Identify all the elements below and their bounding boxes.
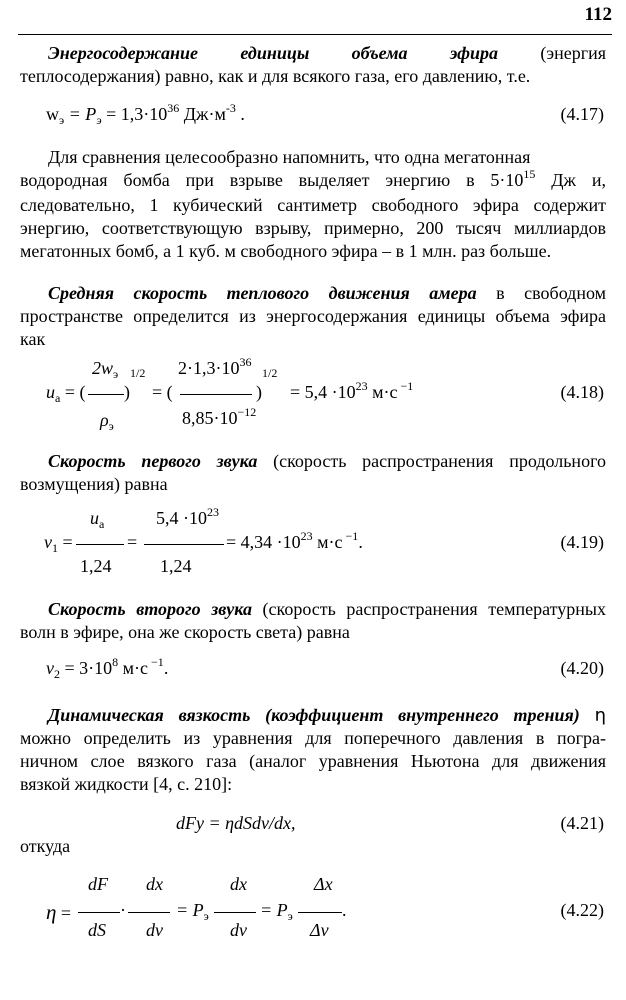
paragraph-viscosity: Динамическая вязкость (коэффициент внутреннего трения) η можно определить из уравнения для поперечного давления в погра- ничном слое вязкого газа (аналог уравнения Ньютона для движения вязкой жидкости [4, с. 210]: bbox=[20, 705, 607, 794]
equation-number-4-18: (4.18) bbox=[560, 382, 604, 402]
term-viscosity: Динамическая вязкость (коэффициент внутреннего трения) bbox=[48, 705, 580, 725]
equation-number-4-20: (4.20) bbox=[560, 658, 604, 678]
term-energy-content: Энергосодержание единицы объема эфира bbox=[48, 43, 499, 63]
paragraph-comparison: Для сравнения целесообразно напомнить, что одна мегатонная водородная бомба при взрыве выделяет энергию в $5\cdot 10^{15}$ Дж и, следовательно, 1 кубический сантиметр свободного эфира содержит энергию, соответствующую взрыву, примерно, 200 тысяч миллиардов мегатонных бомб, а 1 куб. м свободного эфира – в 1 млн. раз больше. bbox=[20, 147, 606, 261]
word-otkuda: откуда bbox=[20, 836, 71, 856]
equation-number-4-21: (4.21) bbox=[560, 813, 604, 833]
paragraph-first-sound: Скорость первого звука (скорость распространения продольного возмущения) равна bbox=[20, 451, 606, 494]
term-mean-speed: Средняя скорость теплового движения амера bbox=[48, 283, 477, 303]
equation-4-17: $w_э = P_э = 1,3\cdot 10^{36}$ $Дж\cdot м^{-3}$ . bbox=[46, 101, 245, 127]
equation-4-20: $v_2 = 3\cdot 10^8$ м·с $^{-1}$. bbox=[46, 655, 169, 681]
term-second-sound: Скорость второго звука bbox=[48, 599, 252, 619]
term-first-sound: Скорость первого звука bbox=[48, 451, 258, 471]
paragraph-second-sound: Скорость второго звука (скорость распространения температурных волн в эфире, она же скорость света) равна bbox=[20, 599, 606, 642]
equation-4-21: dFy = ηdSdv/dx, bbox=[176, 813, 296, 833]
equation-number-4-17: (4.17) bbox=[560, 104, 604, 124]
paragraph-mean-speed: Средняя скорость теплового движения амера в свободном пространстве определится из энергосодержания единицы объема эфира как bbox=[20, 283, 607, 349]
header-rule bbox=[18, 34, 612, 35]
paragraph-ether-energy: Энергосодержание единицы объема эфира (энергия теплосодержания) равно, как и для всякого газа, его давлению, т.е. bbox=[20, 43, 607, 86]
equation-number-4-19: (4.19) bbox=[560, 532, 604, 552]
equation-number-4-22: (4.22) bbox=[560, 900, 604, 920]
page-number: 112 bbox=[584, 4, 612, 25]
